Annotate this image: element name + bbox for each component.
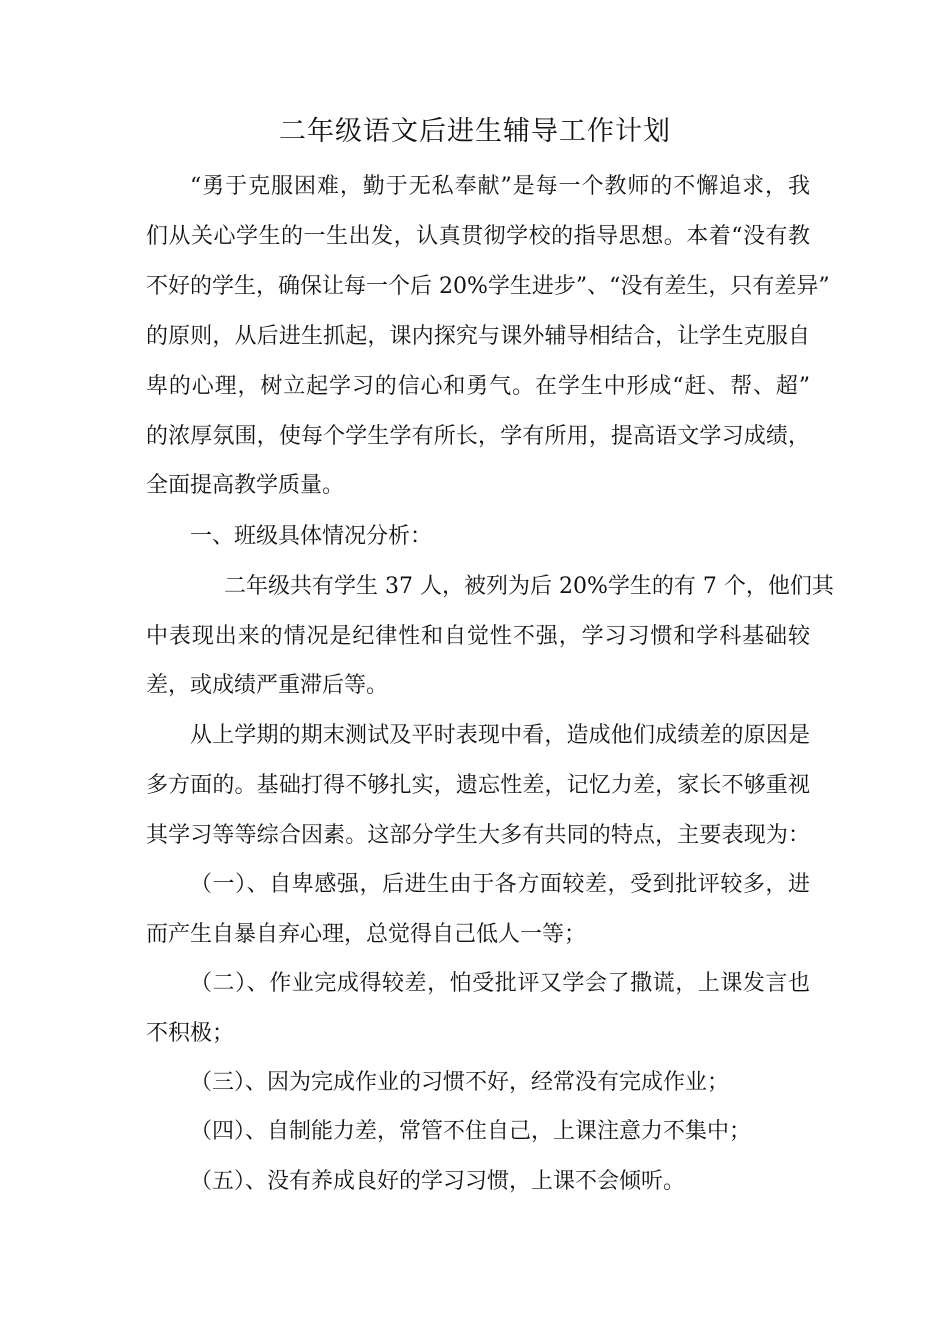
intro-line-1: “勇于克服困难，勤于无私奉献”是每一个教师的不懈追求，我 (190, 174, 810, 199)
point-5: （五）、没有养成良好的学习习惯，上课不会倾听。 (190, 1169, 686, 1194)
cause-line-1: 从上学期的期末测试及平时表现中看，造成他们成绩差的原因是 (190, 723, 810, 748)
intro-line-6: 的浓厚氛围，使每个学生学有所长，学有所用，提高语文学习成绩， (146, 424, 810, 449)
point-2-line-1: （二）、作业完成得较差，怕受批评又学会了撒谎，上课发言也 (190, 971, 810, 996)
intro-line-7: 全面提高教学质量。 (146, 473, 345, 498)
class-line-1: 二年级共有学生 37 人，被列为后 20%学生的有 7 个，他们其 (224, 574, 834, 599)
point-1-line-1: （一）、自卑感强，后进生由于各方面较差，受到批评较多，进 (190, 872, 810, 897)
intro-line-2: 们从关心学生的一生出发，认真贯彻学校的指导思想。本着“没有教 (146, 224, 810, 249)
point-3: （三）、因为完成作业的习惯不好，经常没有完成作业； (190, 1070, 730, 1095)
intro-line-3: 不好的学生，确保让每一个后 20%学生进步”、“没有差生，只有差异” (146, 274, 830, 299)
intro-line-5: 卑的心理，树立起学习的信心和勇气。在学生中形成“赶、帮、超” (146, 374, 810, 399)
cause-line-2: 多方面的。基础打得不够扎实，遗忘性差，记忆力差，家长不够重视 (146, 773, 810, 798)
class-line-3: 差，或成绩严重滞后等。 (146, 673, 389, 698)
cause-line-3: 其学习等等综合因素。这部分学生大多有共同的特点，主要表现为： (146, 823, 810, 848)
class-line-2: 中表现出来的情况是纪律性和自觉性不强，学习习惯和学科基础较 (146, 624, 810, 649)
document-title: 二年级语文后进生辅导工作计划 (279, 116, 671, 147)
intro-line-4: 的原则，从后进生抓起，课内探究与课外辅导相结合，让学生克服自 (146, 324, 810, 349)
point-2-line-2: 不积极； (146, 1021, 235, 1046)
point-1-line-2: 而产生自暴自弃心理，总觉得自己低人一等； (146, 922, 587, 947)
section-heading: 一、班级具体情况分析： (190, 524, 433, 549)
point-4: （四）、自制能力差，常管不住自己，上课注意力不集中； (190, 1119, 752, 1144)
